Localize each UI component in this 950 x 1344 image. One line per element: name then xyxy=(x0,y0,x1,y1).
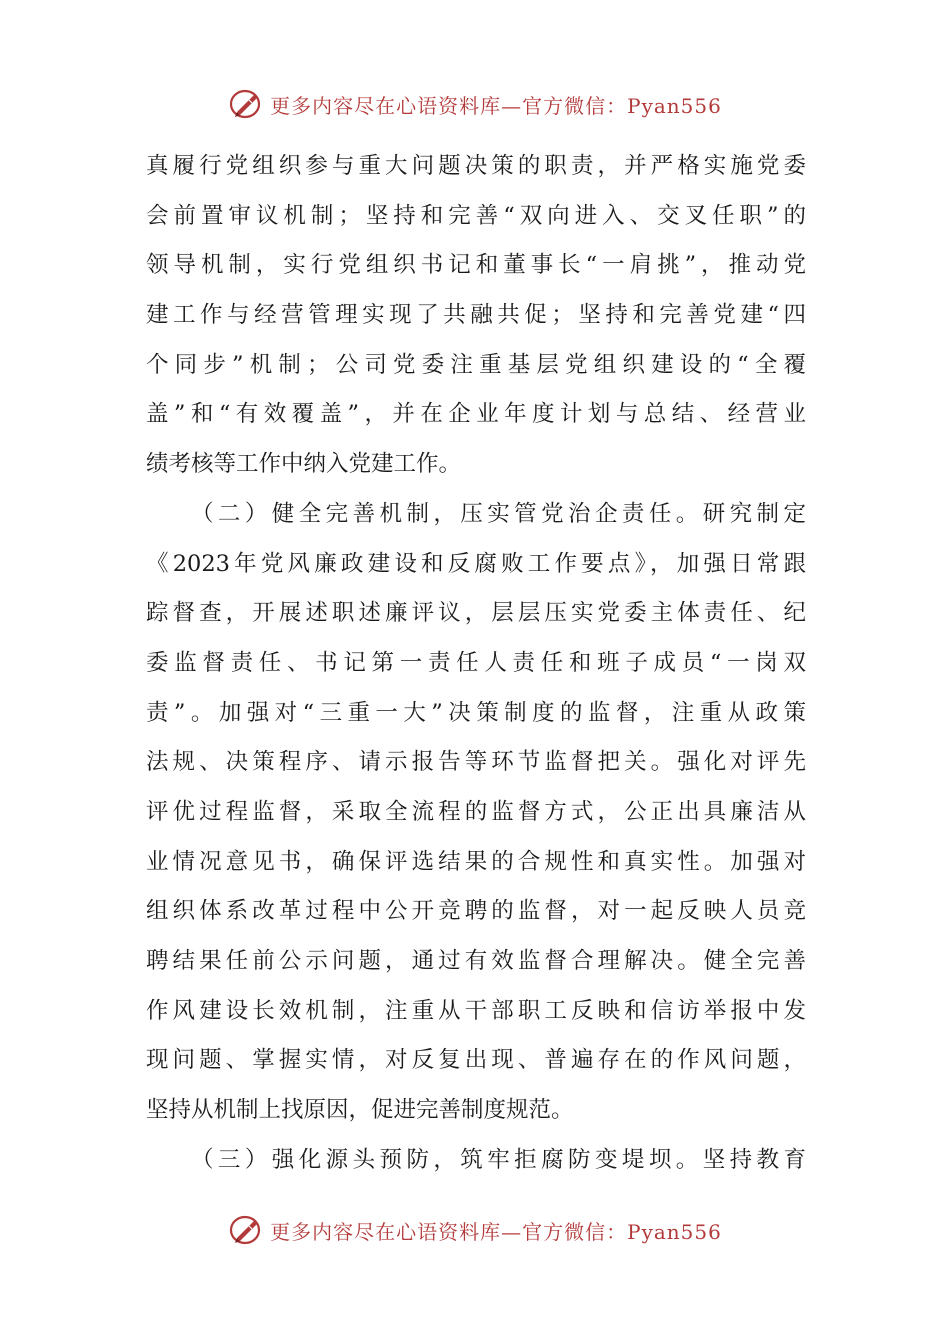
text-line: （三）强化源头预防，筑牢拒腐防变堤坝。坚持教育 xyxy=(191,1146,806,1173)
text-line: 评优过程监督，采取全流程的监督方式，公正出具廉洁从 xyxy=(146,798,806,825)
text-line: 绩考核等工作中纳入党建工作。 xyxy=(146,451,462,478)
document-body xyxy=(146,142,806,1185)
text-line: 作风建设长效机制，注重从干部职工反映和信访举报中发 xyxy=(146,997,806,1024)
text-line: 会前置审议机制；坚持和完善“双向进入、交叉任职”的 xyxy=(146,202,806,229)
pen-logo-icon xyxy=(228,1212,264,1248)
text-line: 《2023年党风廉政建设和反腐败工作要点》，加强日常跟 xyxy=(146,550,806,577)
text-line: 法规、决策程序、请示报告等环节监督把关。强化对评先 xyxy=(146,749,806,776)
text-line: 组织体系改革过程中公开竞聘的监督，对一起反映人员竞 xyxy=(146,898,806,925)
text-line: 真履行党组织参与重大问题决策的职责，并严格实施党委 xyxy=(146,153,806,179)
text-line: 现问题、掌握实情，对反复出现、普遍存在的作风问题， xyxy=(146,1047,806,1074)
text-line: 盖”和“有效覆盖”，并在企业年度计划与总结、经营业 xyxy=(146,401,806,428)
text-line: 建工作与经营管理实现了共融共促；坚持和完善党建“四 xyxy=(146,302,806,329)
watermark-banner-bottom xyxy=(0,1208,950,1252)
watermark-text: 更多内容尽在心语资料库—官方微信：Pyan556 xyxy=(270,1219,722,1244)
text-line: 个同步”机制；公司党委注重基层党组织建设的“全覆 xyxy=(146,351,806,378)
text-line: 业情况意见书，确保评选结果的合规性和真实性。加强对 xyxy=(146,848,806,875)
pen-logo-icon xyxy=(228,86,264,122)
text-line: 委监督责任、书记第一责任人责任和班子成员“一岗双 xyxy=(146,649,806,676)
watermark-text: 更多内容尽在心语资料库—官方微信：Pyan556 xyxy=(270,93,722,118)
watermark-banner-top xyxy=(0,82,950,126)
text-line: 领导机制，实行党组织书记和董事长“一肩挑”，推动党 xyxy=(146,252,806,279)
text-line: 聘结果任前公示问题，通过有效监督合理解决。健全完善 xyxy=(146,948,806,974)
text-line: （二）健全完善机制，压实管党治企责任。研究制定 xyxy=(191,500,806,527)
text-line: 踪督查，开展述职述廉评议，层层压实党委主体责任、纪 xyxy=(146,600,806,627)
text-line: 坚持从机制上找原因，促进完善制度规范。 xyxy=(146,1097,574,1124)
text-line: 责”。加强对“三重一大”决策制度的监督，注重从政策 xyxy=(146,699,806,726)
